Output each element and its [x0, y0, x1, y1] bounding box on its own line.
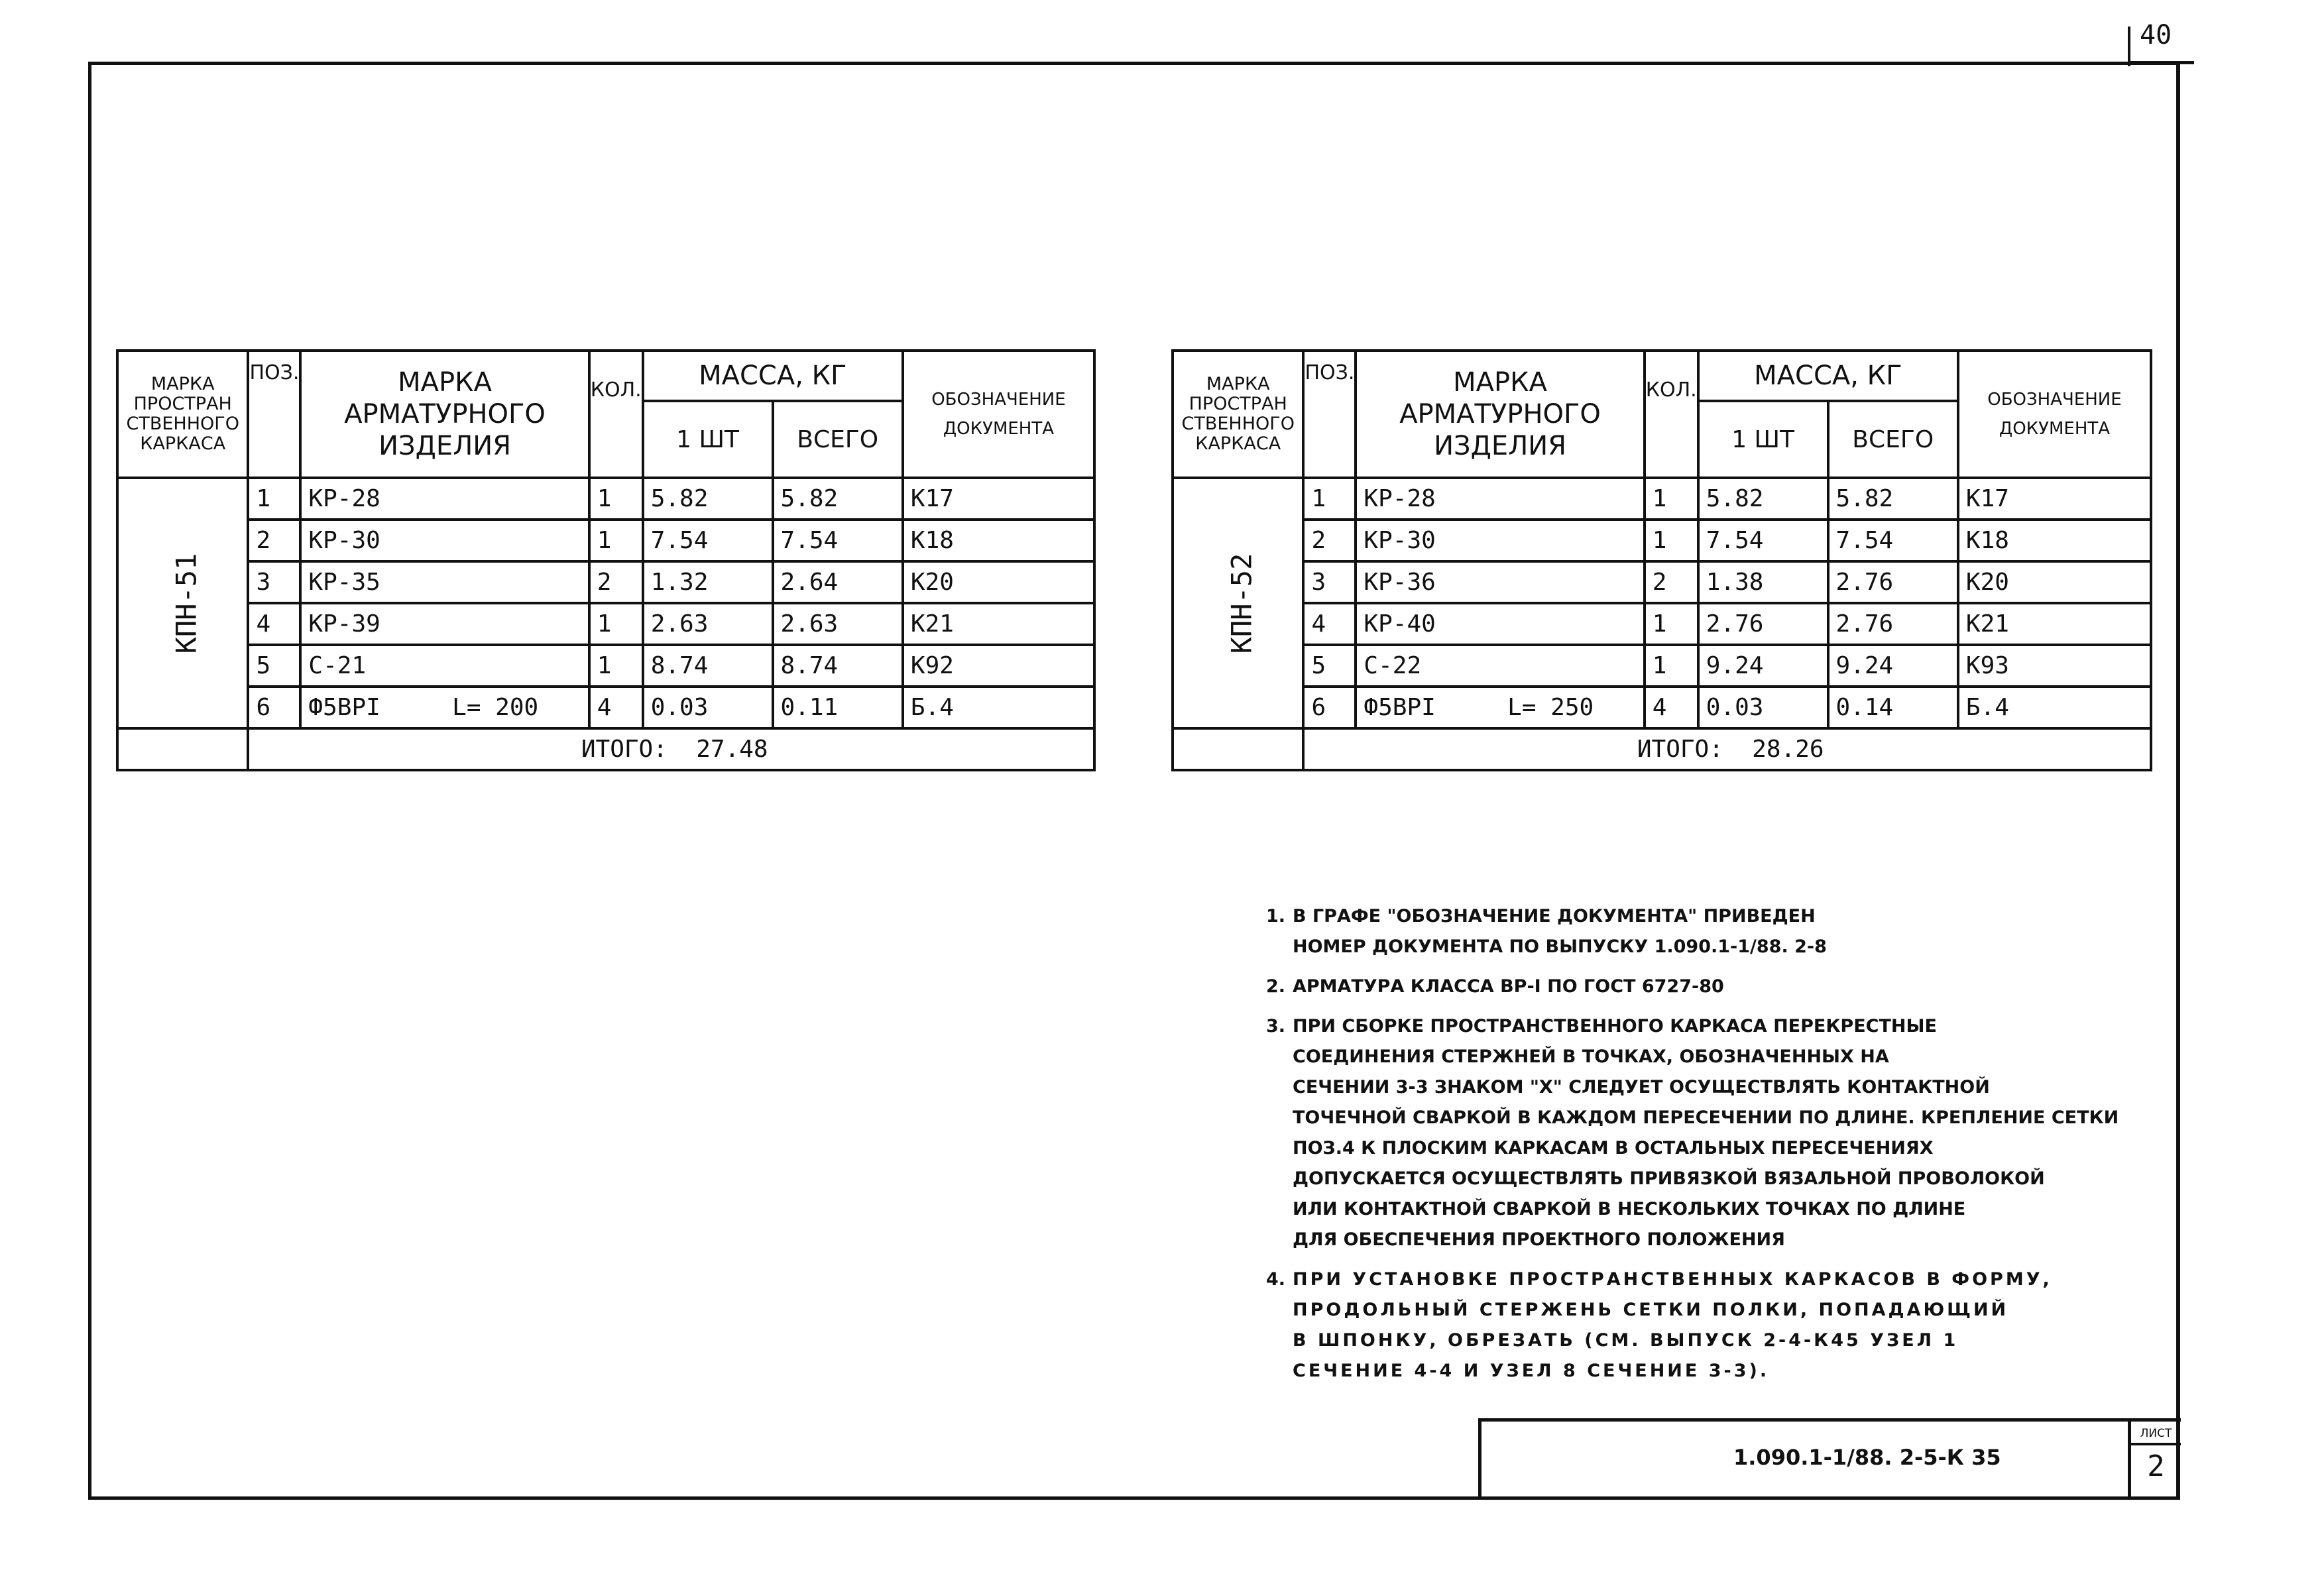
- cell-pos: 5: [248, 645, 300, 687]
- sheet-number: 2: [2147, 1449, 2165, 1483]
- title-stamp: [1478, 1418, 2181, 1499]
- total-spacer: [1173, 728, 1303, 770]
- table-row: [117, 645, 1094, 687]
- table-row: [117, 561, 1094, 603]
- cell-qty: 1: [1645, 645, 1698, 687]
- cell-doc: К21: [1958, 603, 2151, 645]
- cell-mass-total: 2.76: [1828, 603, 1958, 645]
- header-mass-total: ВСЕГО: [1828, 401, 1958, 478]
- table-row: [117, 520, 1094, 561]
- cell-mass-one: 9.24: [1698, 645, 1828, 687]
- cell-mass-one: 7.54: [643, 520, 773, 561]
- sheet-box: [2128, 1422, 2181, 1499]
- note-4: [1266, 1264, 2181, 1386]
- frame-mark: КПН-51: [170, 553, 203, 653]
- cell-mass-total: 8.74: [773, 645, 903, 687]
- note-line: СОЕДИНЕНИЯ СТЕРЖНЕЙ В ТОЧКАХ, ОБОЗНАЧЕННЫХ НА: [1293, 1046, 1889, 1067]
- table-row: [117, 478, 1094, 520]
- cell-mark: С-21: [300, 645, 589, 687]
- table-row: [1173, 645, 2151, 687]
- cell-mass-one: 5.82: [1698, 478, 1828, 520]
- header-mass-one: 1 ШТ: [643, 401, 773, 478]
- note-line: ДОПУСКАЕТСЯ ОСУЩЕСТВЛЯТЬ ПРИВЯЗКОЙ ВЯЗАЛЬНОЙ ПРОВОЛОКОЙ: [1293, 1168, 2045, 1189]
- cell-mark: КР-39: [300, 603, 589, 645]
- cell-pos: 1: [248, 478, 300, 520]
- total-value: ИТОГО: 27.48: [248, 728, 1094, 770]
- cell-mass-one: 8.74: [643, 645, 773, 687]
- note-line: ПРОДОЛЬНЫЙ СТЕРЖЕНЬ СЕТКИ ПОЛКИ, ПОПАДАЮЩИЙ: [1293, 1300, 2009, 1320]
- table-row: [1173, 687, 2151, 728]
- cell-pos: 4: [1303, 603, 1356, 645]
- header-mass-total: ВСЕГО: [773, 401, 903, 478]
- cell-mass-total: 2.63: [773, 603, 903, 645]
- cell-pos: 4: [248, 603, 300, 645]
- cell-mass-total: 2.64: [773, 561, 903, 603]
- cell-mass-one: 5.82: [643, 478, 773, 520]
- frame-mark-cell: [117, 478, 248, 728]
- note-line: ПРИ СБОРКЕ ПРОСТРАНСТВЕННОГО КАРКАСА ПЕРЕКРЕСТНЫЕ: [1293, 1016, 1937, 1037]
- sheet-number-tick: [2128, 27, 2130, 66]
- cell-mark: КР-28: [1356, 478, 1644, 520]
- note-1: [1266, 901, 2181, 962]
- cell-mark: КР-35: [300, 561, 589, 603]
- table-row: [1173, 520, 2151, 561]
- total-value: ИТОГО: 28.26: [1303, 728, 2151, 770]
- cell-qty: 1: [589, 645, 643, 687]
- cell-qty: 1: [1645, 520, 1698, 561]
- total-row: [117, 728, 1094, 770]
- cell-doc: Б.4: [903, 687, 1094, 728]
- note-number: 4.: [1266, 1269, 1286, 1290]
- header-doc: ОБОЗНАЧЕНИЕ ДОКУМЕНТА: [903, 351, 1094, 478]
- header-frame-mark: МАРКА ПРОСТРАН СТВЕННОГО КАРКАСА: [117, 351, 248, 478]
- cell-pos: 3: [1303, 561, 1356, 603]
- header-mass: МАССА, КГ: [1698, 351, 1958, 401]
- cell-mass-total: 0.14: [1828, 687, 1958, 728]
- cell-mark: Ф5ВРI L= 250: [1356, 687, 1644, 728]
- cell-pos: 2: [248, 520, 300, 561]
- cell-qty: 1: [589, 603, 643, 645]
- table-row: [1173, 561, 2151, 603]
- cell-qty: 1: [589, 520, 643, 561]
- cell-mass-total: 7.54: [773, 520, 903, 561]
- cell-doc: К18: [1958, 520, 2151, 561]
- table-row: [1173, 478, 2151, 520]
- header-pos: ПОЗ.: [248, 351, 300, 478]
- cell-mark: КР-36: [1356, 561, 1644, 603]
- cell-doc: К92: [903, 645, 1094, 687]
- cell-mass-one: 0.03: [643, 687, 773, 728]
- note-line: НОМЕР ДОКУМЕНТА ПО ВЫПУСКУ 1.090.1-1/88. 2-8: [1293, 936, 1827, 957]
- cell-mass-one: 0.03: [1698, 687, 1828, 728]
- table-row: [117, 687, 1094, 728]
- cell-qty: 1: [1645, 478, 1698, 520]
- cell-mark: КР-30: [300, 520, 589, 561]
- table-row: [117, 603, 1094, 645]
- cell-mass-total: 0.11: [773, 687, 903, 728]
- cell-mark: КР-28: [300, 478, 589, 520]
- cell-mass-total: 9.24: [1828, 645, 1958, 687]
- cell-qty: 1: [1645, 603, 1698, 645]
- cell-qty: 1: [589, 478, 643, 520]
- cell-doc: К18: [903, 520, 1094, 561]
- spec-table-kpn-52: [1171, 349, 2152, 771]
- note-3: [1266, 1011, 2181, 1255]
- spec-table-kpn-51: [116, 349, 1096, 771]
- cell-doc: К17: [1958, 478, 2151, 520]
- cell-mark: С-22: [1356, 645, 1644, 687]
- note-line: ДЛЯ ОБЕСПЕЧЕНИЯ ПРОЕКТНОГО ПОЛОЖЕНИЯ: [1293, 1229, 1785, 1250]
- total-row: [1173, 728, 2151, 770]
- header-frame-mark: МАРКА ПРОСТРАН СТВЕННОГО КАРКАСА: [1173, 351, 1303, 478]
- cell-doc: К17: [903, 478, 1094, 520]
- cell-pos: 5: [1303, 645, 1356, 687]
- cell-mass-one: 2.76: [1698, 603, 1828, 645]
- cell-mark: КР-30: [1356, 520, 1644, 561]
- document-code: 1.090.1-1/88. 2-5-К 35: [1733, 1445, 2001, 1470]
- note-line: ТОЧЕЧНОЙ СВАРКОЙ В КАЖДОМ ПЕРЕСЕЧЕНИИ ПО ДЛИНЕ. КРЕПЛЕНИЕ СЕТКИ: [1293, 1107, 2119, 1128]
- note-line: ИЛИ КОНТАКТНОЙ СВАРКОЙ В НЕСКОЛЬКИХ ТОЧКАХ ПО ДЛИНЕ: [1293, 1199, 1966, 1219]
- note-number: 2.: [1266, 976, 1286, 997]
- header-doc: ОБОЗНАЧЕНИЕ ДОКУМЕНТА: [1958, 351, 2151, 478]
- note-line: В ШПОНКУ, ОБРЕЗАТЬ (СМ. ВЫПУСК 2-4-К45 УЗЕЛ 1: [1293, 1330, 1959, 1351]
- table-row: [1173, 603, 2151, 645]
- note-line: ПОЗ.4 К ПЛОСКИМ КАРКАСАМ В ОСТАЛЬНЫХ ПЕРЕСЕЧЕНИЯХ: [1293, 1138, 1934, 1158]
- cell-mass-one: 1.32: [643, 561, 773, 603]
- cell-pos: 2: [1303, 520, 1356, 561]
- notes-block: [1266, 901, 2181, 1396]
- note-line: ПРИ УСТАНОВКЕ ПРОСТРАНСТВЕННЫХ КАРКАСОВ В ФОРМУ,: [1293, 1269, 2052, 1290]
- cell-qty: 2: [1645, 561, 1698, 603]
- header-item-mark: МАРКА АРМАТУРНОГО ИЗДЕЛИЯ: [300, 351, 589, 478]
- cell-pos: 6: [1303, 687, 1356, 728]
- cell-qty: 2: [589, 561, 643, 603]
- header-mass-one: 1 ШТ: [1698, 401, 1828, 478]
- cell-qty: 4: [589, 687, 643, 728]
- cell-mass-one: 7.54: [1698, 520, 1828, 561]
- cell-qty: 4: [1645, 687, 1698, 728]
- cell-pos: 1: [1303, 478, 1356, 520]
- note-line: АРМАТУРА КЛАССА ВР-I ПО ГОСТ 6727-80: [1293, 976, 1724, 997]
- total-spacer: [117, 728, 248, 770]
- note-line: В ГРАФЕ "ОБОЗНАЧЕНИЕ ДОКУМЕНТА" ПРИВЕДЕН: [1293, 906, 1816, 926]
- cell-mass-total: 5.82: [1828, 478, 1958, 520]
- cell-pos: 3: [248, 561, 300, 603]
- cell-mass-total: 2.76: [1828, 561, 1958, 603]
- frame-mark: КПН-52: [1225, 553, 1258, 653]
- note-line: СЕЧЕНИЕ 4-4 И УЗЕЛ 8 СЕЧЕНИЕ 3-3).: [1293, 1361, 1770, 1381]
- cell-mass-one: 1.38: [1698, 561, 1828, 603]
- header-mass: МАССА, КГ: [643, 351, 903, 401]
- header-qty: КОЛ.: [1645, 351, 1698, 478]
- header-item-mark: МАРКА АРМАТУРНОГО ИЗДЕЛИЯ: [1356, 351, 1644, 478]
- cell-pos: 6: [248, 687, 300, 728]
- note-line: СЕЧЕНИИ 3-3 ЗНАКОМ "Х" СЛЕДУЕТ ОСУЩЕСТВЛЯТЬ КОНТАКТНОЙ: [1293, 1077, 1990, 1097]
- note-number: 1.: [1266, 906, 1286, 926]
- cell-mass-one: 2.63: [643, 603, 773, 645]
- note-2: [1266, 972, 2181, 1002]
- header-qty: КОЛ.: [589, 351, 643, 478]
- cell-mass-total: 7.54: [1828, 520, 1958, 561]
- cell-mass-total: 5.82: [773, 478, 903, 520]
- sheet-label: ЛИСТ: [2131, 1422, 2181, 1445]
- cell-doc: Б.4: [1958, 687, 2151, 728]
- frame-mark-cell: [1173, 478, 1303, 728]
- cell-doc: К20: [1958, 561, 2151, 603]
- cell-doc: К21: [903, 603, 1094, 645]
- page-number-top: 40: [2140, 20, 2172, 50]
- header-pos: ПОЗ.: [1303, 351, 1356, 478]
- cell-mark: КР-40: [1356, 603, 1644, 645]
- cell-mark: Ф5ВРI L= 200: [300, 687, 589, 728]
- cell-doc: К20: [903, 561, 1094, 603]
- note-number: 3.: [1266, 1016, 1286, 1037]
- cell-doc: К93: [1958, 645, 2151, 687]
